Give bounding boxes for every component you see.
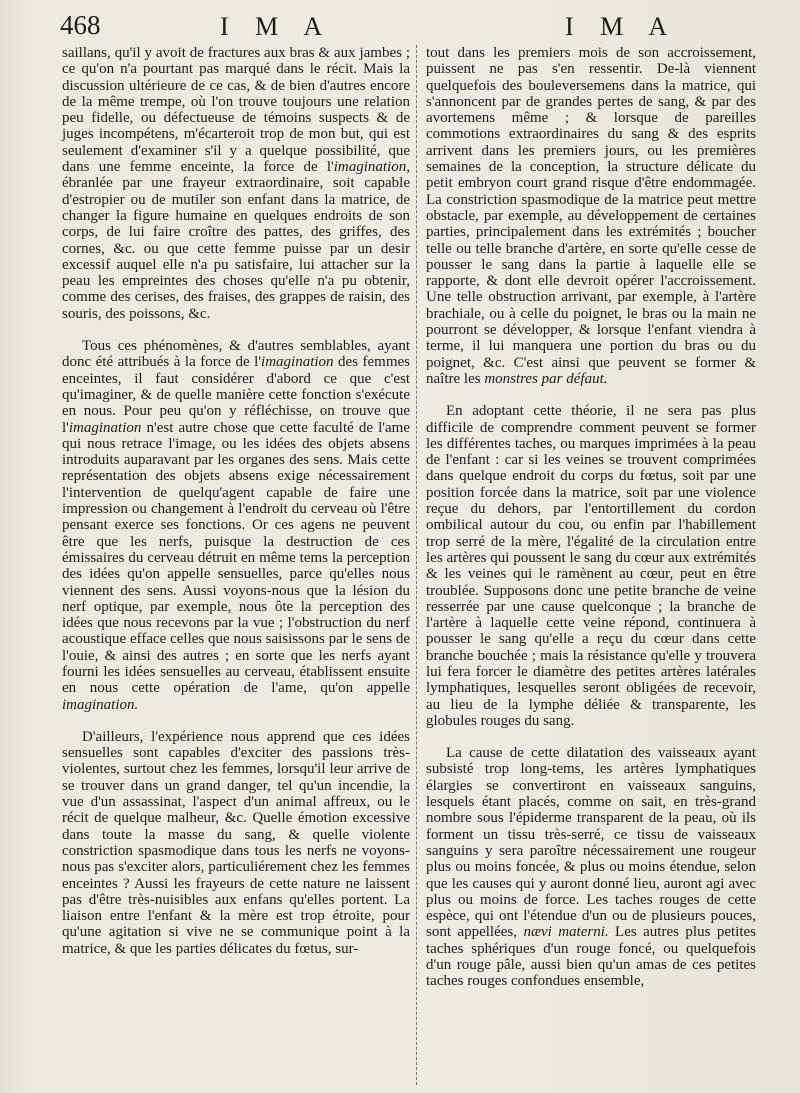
paragraph: D'ailleurs, l'expérience nous apprend que ces idées sensuelles sont capables d'exciter des passions très-violentes, surtout chez les femmes, lorsqu'il leur arrive de se trouver dans un grand danger, tel qu'un incendie, la vue d'un assassinat, l'aspect d'un animal affreux, ou le récit de quelque malheur, &c. Quelle émotion excessive dans toute la masse du sang, & quelle violente constriction spasmodique dans tous les nerfs ne voyons-nous pas s'exciter alors, particuliérement chez les femmes enceintes ? Aussi les frayeurs de cette nature ne laissent pas d'être très-nuisibles aux enfans qu'elles portent. La liaison entre l'enfant & la mère est trop étroite, pour qu'une agitation si vive ne se communique point à la matrice, & que les parties délicates du fœtus, sur- [62, 728, 410, 957]
paragraph: En adoptant cette théorie, il ne sera pas plus difficile de comprendre comment peuvent se former les différentes taches, ou marques imprimées à la peau de l'enfant : car si les veines se trouvent comprimées dans quelque endroit du corps du fœtus, soit par une position forcée dans la matrice, soit par une violence reçue du dehors, par l'entortillement du cordon ombilical autour du cou, ou enfin par l'habillement trop serré de la mère, l'égalité de la circulation entre les artères qui poussent le sang du cœur aux extrémités & les veines qui le ramènent au cœur, peut en être troublée. Supposons donc une petite branche de veine resserrée par une cause quelconque ; la branche de l'artère à laquelle cette veine répond, continuera à pousser le sang qu'elle a reçu du cœur dans cette branche bouchée ; mais la résistance qu'elle y trouvera lui fera forcer le diamètre des petites artères latérales lymphatiques, lesquelles seront obligées de recevoir, au lieu de la lymphe déliée & transparente, les globules rouges du sang. [426, 403, 756, 729]
paragraph: tout dans les premiers mois de son accroissement, puissent ne pas s'en ressentir. De-là viennent quelquefois des bouleversemens dans la matrice, qui s'annoncent par de grandes pertes de sang, & par des avortemens même ; & lorsque de pareilles commotions extraordinaires du sang & des esprits arrivent dans les premiers jours, ou les premières semaines de la conception, la structure délicate du petit embryon court grand risque d'être endommagée. La constriction spasmodique de la matrice peut mettre obstacle, par exemple, au développement de certaines parties, principalement dans les extrémités ; boucher telle ou telle branche d'artère, en sorte qu'elle cesse de pousser le sang dans la partie à laquelle elle se rapporte, & dont elle devroit opérer l'accroissement. Une telle obstruction arrivant, par exemple, à l'artère brachiale, ou à celle du poignet, le bras ou la main ne pourront se développer, & lorsque l'enfant viendra à terme, il lui manquera une portion du bras ou du poignet, &c. C'est ainsi que peuvent se former & naître les monstres par défaut. [426, 45, 756, 387]
running-head-right: I M A [565, 12, 678, 41]
paragraph: Tous ces phénomènes, & d'autres semblables, ayant donc été attribués à la force de l'imagination des femmes enceintes, il faut considérer d'abord ce que c'est qu'imaginer, & de quelle manière cette fonction s'exécute en nous. Pour peu qu'on y réfléchisse, on trouve que l'imagination n'est autre chose que cette faculté de l'ame qui nous retrace l'image, ou les idées des objets absens introduits auparavant par les organes des sens. Mais cette représentation des objets absens exige nécessairement l'intervention de quelqu'agent capable de faire une impression ou changement à l'endroit du cerveau où l'être pensant exerce ses fonctions. Or ces agens ne peuvent être que les nerfs, puisque la destruction de ces émissaires du cerveau détruit en même tems la perception des idées qu'on appelle sensuelles, parce qu'elles nous viennent des sens. Aussi voyons-nous que la lésion du nerf optique, par exemple, nous ôte la perception des idées que nous recevons par la vue ; l'obstruction du nerf acoustique efface celles que nous saisissons par le sens de l'ouie, & ainsi des autres ; en sorte que les nerfs ayant fourni les idées sensuelles au cerveau, établissent ensuite en nous cette opération de l'ame, qu'on appelle imagination. [62, 338, 411, 713]
paragraph: La cause de cette dilatation des vaisseaux ayant subsisté trop long-tems, les artères lymphatiques élargies se convertiront en vaisseaux sanguins, lesquels étant placés, comme on sait, en très-grand nombre sous l'épiderme transparent de la peau, où ils forment un tissu très-serré, ce tissu de vaisseaux sanguins y sera paroître nécessairement une rougeur plus ou moins foncée, & plus ou moins étendue, selon que les causes qui y auront donné lieu, auront agi avec plus ou moins de force. Les taches rouges de cette espèce, qui ont l'étendue d'un ou de plusieurs pouces, sont appellées, nævi materni. Les autres plus petites taches sphériques d'un rouge foncé, ou quelquefois d'un rouge pâle, aussi bien qu'un amas de ces petites taches rouges confondues ensemble, [426, 745, 756, 990]
paragraph: saillans, qu'il y avoit de fractures aux bras & aux jambes ; ce qu'on n'a pourtant pas marqué dans le récit. Mais la discussion ultérieure de ce cas, & de bien d'autres encore de la même trempe, où l'on trouve toujours une relation peu fidelle, ou défectueuse de témoins suspects & de juges incompétens, m'écarteroit trop de mon but, qui est seulement d'examiner s'il y a quelque possibilité, que dans une femme enceinte, la force de l'imagination, ébranlée par une frayeur extraordinaire, soit capable d'estropier ou de mutiler son enfant dans la matrice, de changer la figure humaine en quelques endroits de son corps, de lui faire croître des pattes, des griffes, des cornes, &c. ou que cette femme puisse par un desir excessif auquel elle n'a pu satisfaire, lui attacher sur la peau les empreintes des choses qu'elle n'a pu obtenir, comme des cerises, des fraises, des grappes de raisin, des souris, des poissons, &c. [62, 45, 410, 322]
running-head-left: I M A [220, 12, 333, 41]
page-header [60, 10, 760, 44]
left-column [62, 45, 410, 973]
page-number: 468 [60, 10, 101, 40]
right-column [426, 45, 756, 1006]
column-divider [416, 45, 417, 1085]
